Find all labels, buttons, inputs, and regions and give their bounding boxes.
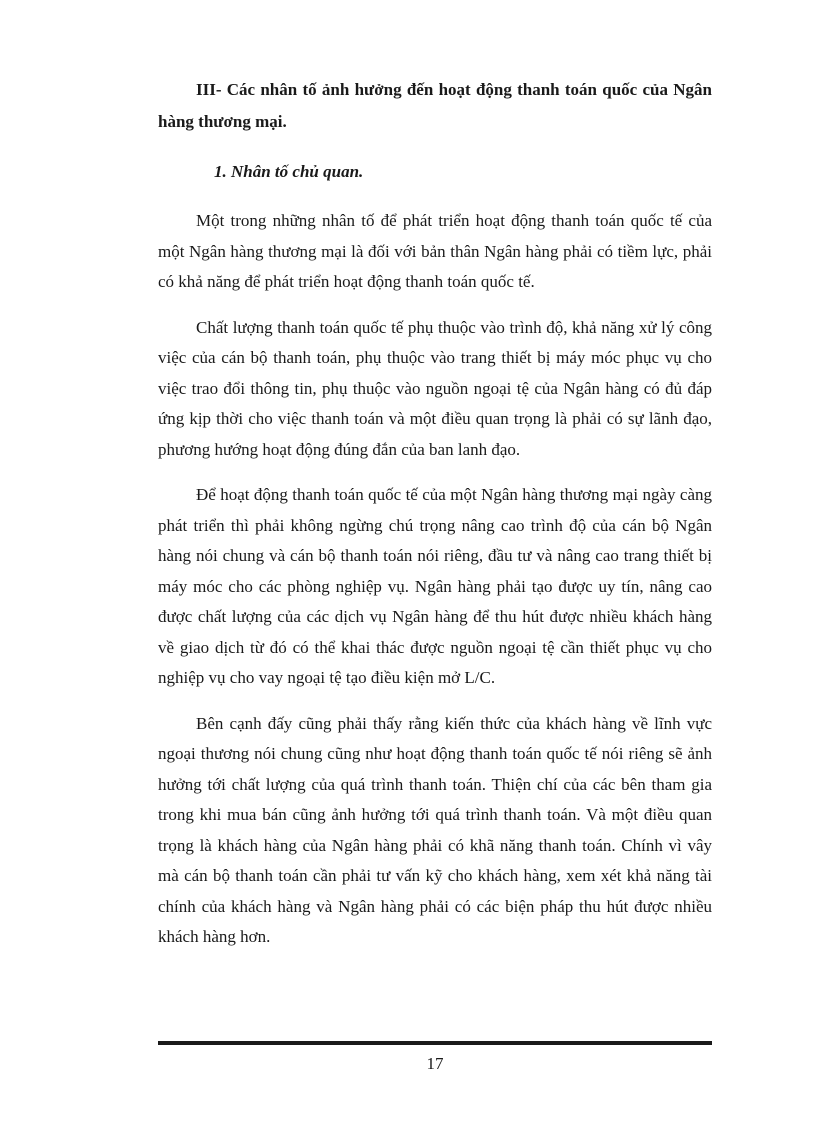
subsection-heading: 1. Nhân tố chủ quan. — [214, 162, 364, 181]
body-paragraph: Một trong những nhân tố để phát triển hoạt động thanh toán quốc tế của một Ngân hàng thương mại là đối với bản thân Ngân hàng phải có tiềm lực, phải có khả năng để phát triển hoạt động thanh toán quốc tế. — [158, 211, 712, 291]
body-paragraph: Bên cạnh đấy cũng phải thấy rằng kiến thức của khách hàng về lĩnh vực ngoại thương nói chung cũng như hoạt động thanh toán quốc tế nói riêng sẽ ảnh hưởng tới chất lượng của quá trình thanh toán. Thiện chí của các bên tham gia trong khi mua bán cũng ảnh hưởng tới quá trình thanh toán. Và một điều quan trọng là khách hàng của Ngân hàng phải có khã năng thanh toán. Chính vì vây mà cán bộ thanh toán cần phải tư vấn kỹ cho khách hàng, xem xét khả năng tài chính của khách hàng và Ngân hàng phải có các biện pháp thu hút được nhiều khách hàng hơn. — [158, 713, 712, 946]
body-paragraph: Để hoạt động thanh toán quốc tế của một Ngân hàng thương mại ngày càng phát triển thì phải không ngừng chú trọng nâng cao trình độ của cán bộ Ngân hàng nói chung và cán bộ thanh toán nói riêng, đầu tư và nâng cao trang thiết bị máy móc cho các phòng nghiệp vụ. Ngân hàng phải tạo được uy tín, nâng cao được chất lượng của các dịch vụ Ngân hàng để thu hút được nhiều khách hàng về giao dịch từ đó có thể khai thác được nguồn ngoại tệ cần thiết phục vụ cho nghiệp vụ cho vay ngoại tệ tạo điều kiện mở L/C. — [158, 485, 712, 687]
footer-divider — [158, 1041, 712, 1045]
section-heading: III- Các nhân tố ảnh hưởng đến hoạt động thanh toán quốc của Ngân hàng thương mại. — [158, 80, 712, 131]
body-paragraph: Chất lượng thanh toán quốc tế phụ thuộc vào trình độ, khả năng xử lý công việc của cán bộ thanh toán, phụ thuộc vào trang thiết bị máy móc phục vụ cho việc trao đổi thông tin, phụ thuộc vào nguồn ngoại tệ của Ngân hàng có đủ đáp ứng kịp thời cho việc thanh toán và một điều quan trọng là phải có sự lãnh đạo, phương hướng hoạt động đúng đắn của ban lanh đạo. — [158, 317, 712, 459]
page-content — [158, 74, 712, 953]
page-number: 17 — [426, 1054, 444, 1073]
